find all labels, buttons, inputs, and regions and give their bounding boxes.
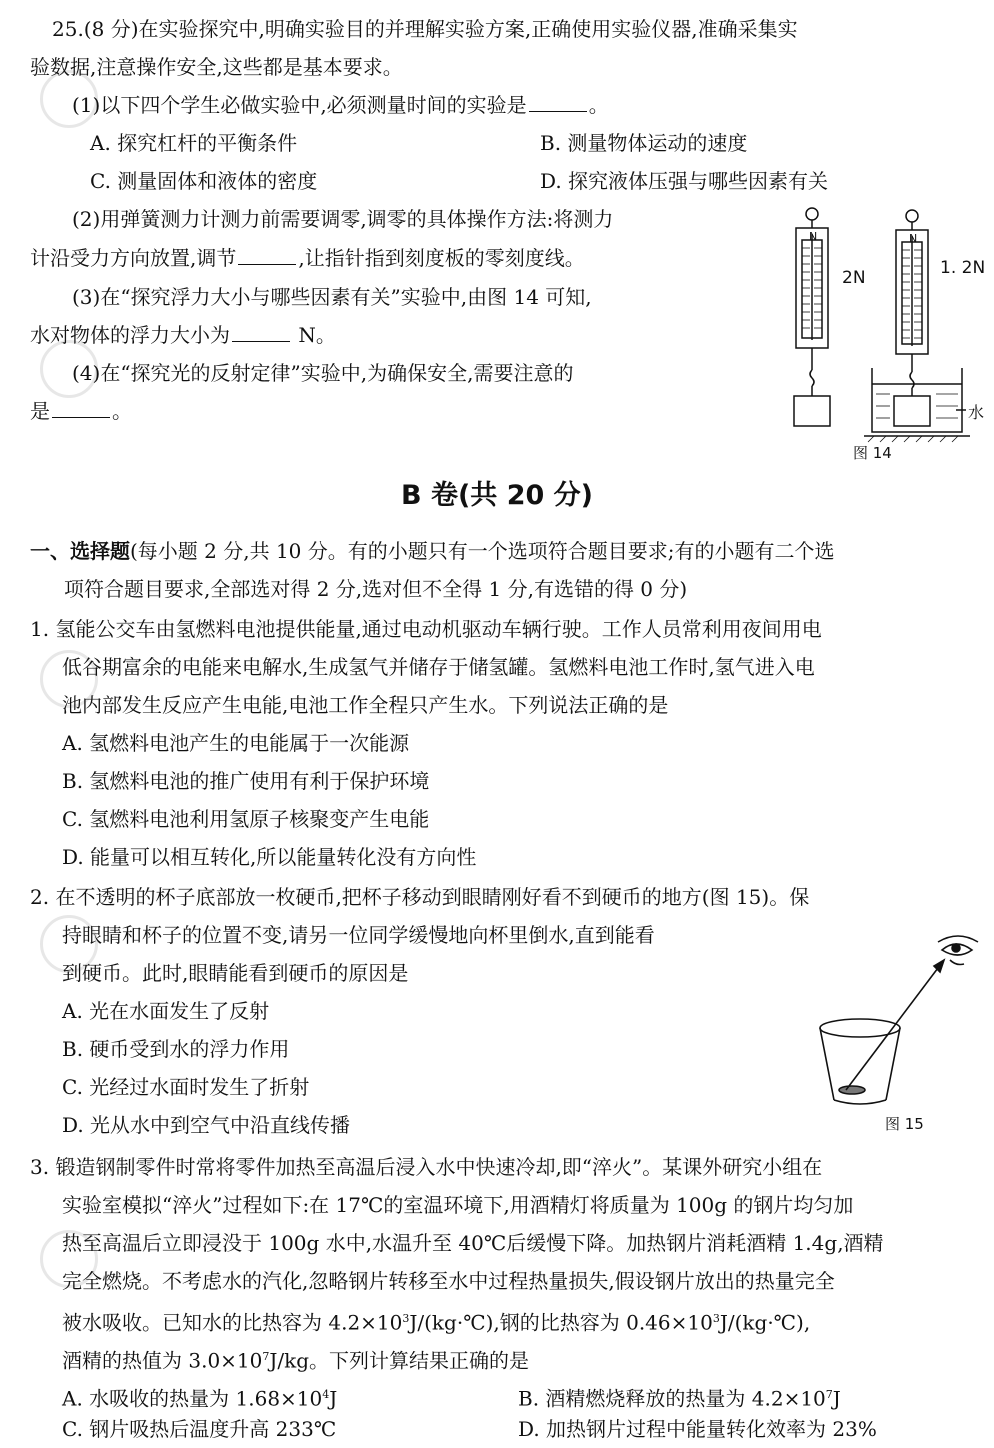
q1-option-c: C. 氢燃料电池利用氢原子核聚变产生电能 xyxy=(62,807,430,831)
right-scale-reading: 1. 2N xyxy=(940,258,986,278)
choice-heading: 一、选择题 xyxy=(30,539,130,563)
q25-part4-line2: 是 。 xyxy=(30,399,132,423)
q2-option-d: D. 光从水中到空气中沿直线传播 xyxy=(62,1113,351,1137)
q1-option-b: B. 氢燃料电池的推广使用有利于保护环境 xyxy=(62,769,430,793)
q2-option-c: C. 光经过水面时发生了折射 xyxy=(62,1075,310,1099)
q2-line3: 到硬币。此时,眼睛能看到硬币的原因是 xyxy=(62,961,409,985)
q25-part4-line1: (4)在“探究光的反射定律”实验中,为确保安全,需要注意的 xyxy=(72,361,574,385)
q3-line1: 3. 锻造钢制零件时常将零件加热至高温后浸入水中快速冷却,即“淬火”。某课外研究小组在 xyxy=(30,1155,823,1179)
q25-line1: 25.(8 分)在实验探究中,明确实验目的并理解实验方案,正确使用实验仪器,准确采集实 xyxy=(52,17,798,41)
scale-n-mark: N xyxy=(809,230,818,243)
q1-line3: 池内部发生反应产生电能,电池工作全程只产生水。下列说法正确的是 xyxy=(62,693,669,717)
choice-intro-line1: 一、选择题(每小题 2 分,共 10 分。有的小题只有一个选项符合题目要求;有的小题有二个选 xyxy=(30,539,835,563)
answer-blank[interactable] xyxy=(232,321,290,342)
q3-option-b: B. 酒精燃烧释放的热量为 $4.2\times 10^7J$ xyxy=(518,1386,841,1411)
answer-blank[interactable] xyxy=(529,91,587,112)
q2-line2: 持眼睛和杯子的位置不变,请另一位同学缓慢地向杯里倒水,直到能看 xyxy=(62,923,655,947)
q3-option-c: C. 钢片吸热后温度升高 233℃ xyxy=(62,1417,337,1441)
q3-line3: 热至高温后立即浸没于 100g 水中,水温升至 40℃后缓慢下降。加热钢片消耗酒精 1.4g,酒精 xyxy=(62,1231,884,1255)
scale-n-mark: N xyxy=(909,232,918,245)
q2-option-b: B. 硬币受到水的浮力作用 xyxy=(62,1037,290,1061)
q25-part2-line1: (2)用弹簧测力计测力前需要调零,调零的具体操作方法:将测力 xyxy=(72,207,614,231)
q1-line1: 1. 氢能公交车由氢燃料电池提供能量,通过电动机驱动车辆行驶。工作人员常利用夜间用电 xyxy=(30,617,822,641)
figure-14-caption: 图 14 xyxy=(853,444,892,462)
q3-line4: 完全燃烧。不考虑水的汽化,忽略钢片转移至水中过程热量损失,假设钢片放出的热量完全 xyxy=(62,1269,835,1293)
q25-option-c: C. 测量固体和液体的密度 xyxy=(90,169,318,193)
q1-option-d: D. 能量可以相互转化,所以能量转化没有方向性 xyxy=(62,845,477,869)
q1-line2: 低谷期富余的电能来电解水,生成氢气并储存于储氢罐。氢燃料电池工作时,氢气进入电 xyxy=(62,655,815,679)
q25-part3-line1: (3)在“探究浮力大小与哪些因素有关”实验中,由图 14 可知, xyxy=(72,285,592,309)
water-label: 水 xyxy=(968,403,985,422)
q25-option-b: B. 测量物体运动的速度 xyxy=(540,131,748,155)
q3-line6: 酒精的热值为 $3.0\times 10^7J/kg$。下列计算结果正确的是 xyxy=(62,1348,530,1373)
q25-option-d: D. 探究液体压强与哪些因素有关 xyxy=(540,169,829,193)
q3-option-a: A. 水吸收的热量为 $1.68\times 10^4J$ xyxy=(62,1386,338,1411)
q2-option-a: A. 光在水面发生了反射 xyxy=(62,999,270,1023)
answer-blank[interactable] xyxy=(238,244,296,265)
figure-15-cup-eye xyxy=(810,920,990,1120)
q25-part1: (1)以下四个学生必做实验中,必须测量时间的实验是 。 xyxy=(72,93,609,117)
answer-blank[interactable] xyxy=(52,397,110,418)
q3-line5: 被水吸收。已知水的比热容为 $4.2\times 10^3J/(kg\cdot℃)$,钢的比热容为 $0.46\times 10^3J/(kg\cdot℃)$, xyxy=(62,1310,811,1335)
q3-option-d: D. 加热钢片过程中能量转化效率为 23% xyxy=(518,1417,877,1441)
q25-line2: 验数据,注意操作安全,这些都是基本要求。 xyxy=(30,55,403,79)
q3-line2: 实验室模拟“淬火”过程如下:在 17℃的室温环境下,用酒精灯将质量为 100g 的钢片均匀加 xyxy=(62,1193,854,1217)
left-scale-reading: 2N xyxy=(842,268,866,288)
section-b-title: B 卷(共 20 分) xyxy=(400,480,594,511)
figure-15-caption: 图 15 xyxy=(885,1115,924,1133)
q2-line1: 2. 在不透明的杯子底部放一枚硬币,把杯子移动到眼睛刚好看不到硬币的地方(图 15)。保 xyxy=(30,885,810,909)
choice-intro-line2: 项符合题目要求,全部选对得 2 分,选对但不全得 1 分,有选错的得 0 分) xyxy=(64,577,688,601)
q25-part3-line2: 水对物体的浮力大小为 N。 xyxy=(30,323,336,347)
q25-part2-line2: 计沿受力方向放置,调节 ,让指针指到刻度板的零刻度线。 xyxy=(30,246,585,270)
q1-option-a: A. 氢燃料电池产生的电能属于一次能源 xyxy=(62,731,410,755)
q25-option-a: A. 探究杠杆的平衡条件 xyxy=(90,131,298,155)
